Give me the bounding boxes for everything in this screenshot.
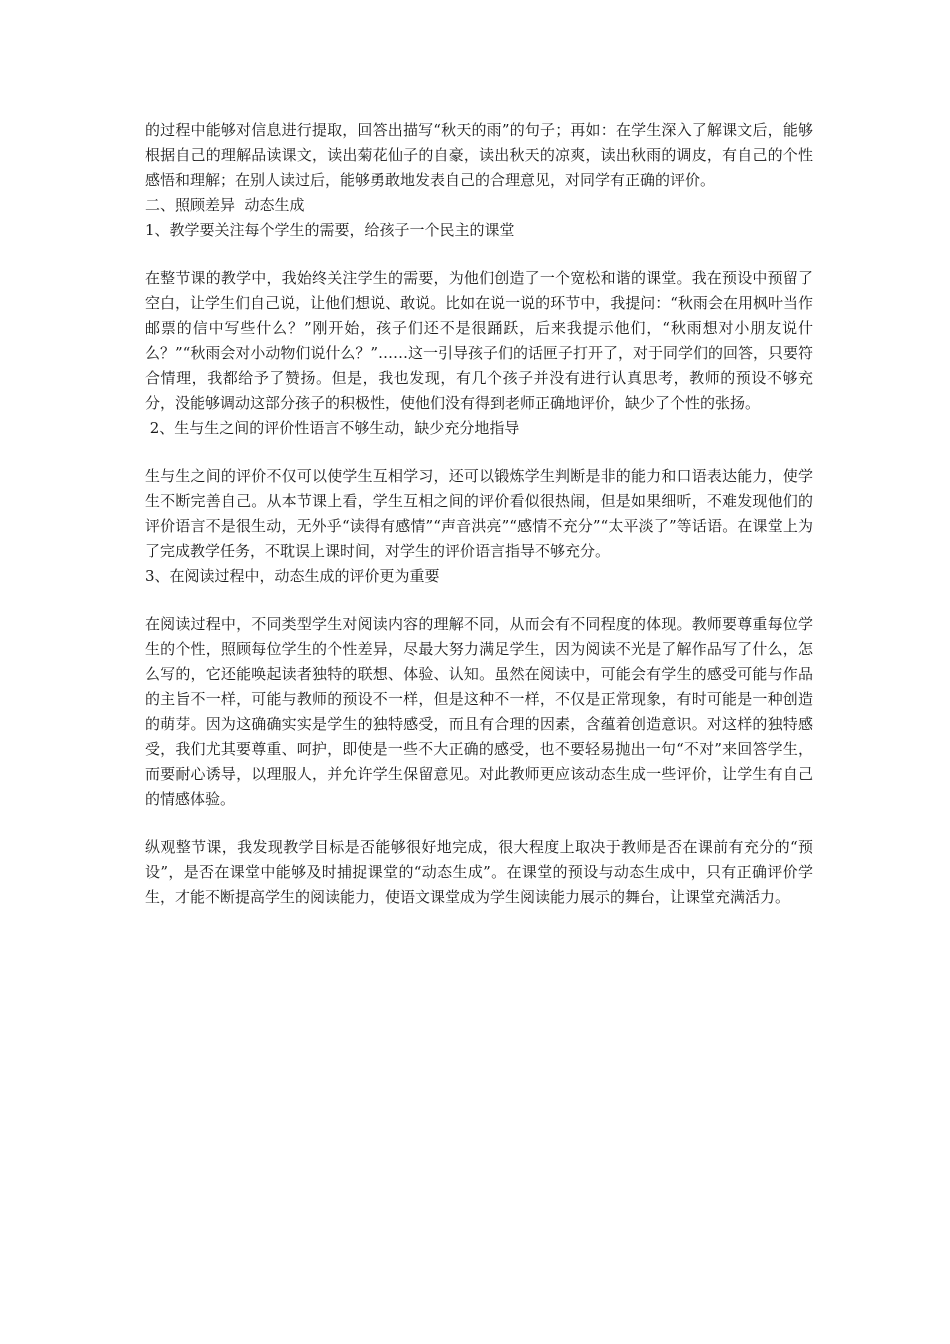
conclusion-paragraph: 纵观整节课，我发现教学目标是否能够很好地完成，很大程度上取决于教师是否在课前有充分的“预设”，是否在课堂中能够及时捕捉课堂的“动态生成”。在课堂的预设与动态生成中，只有正确评价学生，才能不断提高学生的阅读能力，使语文课堂成为学生阅读能力展示的舞台，让课堂充满活力。 <box>145 838 813 906</box>
section-2-heading: 二、照顾差异 动态生成 <box>145 196 305 214</box>
subsection-3-body: 在阅读过程中，不同类型学生对阅读内容的理解不同，从而会有不同程度的体现。教师要尊重每位学生的个性，照顾每位学生的个性差异，尽最大努力满足学生，因为阅读不光是了解作品写了什么，怎么写的，它还能唤起读者独特的联想、体验、认知。虽然在阅读中，可能会有学生的感受可能与作品的主旨不一样，可能与教师的预设不一样，但是这种不一样，不仅是正常现象，有时可能是一种创造的萌芽。因为这确确实实是学生的独特感受，而且有合理的因素，含蕴着创造意识。对这样的独特感受，我们尤其要尊重、呵护，即使是一些不大正确的感受，也不要轻易抛出一句“不对”来回答学生，而要耐心诱导，以理服人，并允许学生保留意见。对此教师更应该动态生成一些评价，让学生有自己的情感体验。 <box>145 615 813 808</box>
intro-paragraph: 的过程中能够对信息进行提取，回答出描写“秋天的雨”的句子；再如：在学生深入了解课文后，能够根据自己的理解品读课文，读出菊花仙子的自豪，读出秋天的凉爽，读出秋雨的调皮，有自己的个性感悟和理解；在别人读过后，能够勇敢地发表自己的合理意见，对同学有正确的评价。 <box>145 121 813 189</box>
subsection-1-heading: 1、教学要关注每个学生的需要，给孩子一个民主的课堂 <box>145 221 515 239</box>
subsection-2-body: 生与生之间的评价不仅可以使学生互相学习，还可以锻炼学生判断是非的能力和口语表达能力，使学生不断完善自己。从本节课上看，学生互相之间的评价看似很热闹，但是如果细听，不难发现他们的评价语言不是很生动，无外乎“读得有感情”“声音洪亮”“感情不充分”“太平淡了”等话语。在课堂上为了完成教学任务，不耽误上课时间，对学生的评价语言指导不够充分。 <box>145 467 813 560</box>
subsection-3-heading: 3、在阅读过程中，动态生成的评价更为重要 <box>145 567 440 585</box>
subsection-2-heading: 2、生与生之间的评价性语言不够生动，缺少充分地指导 <box>145 419 520 437</box>
document-page <box>145 118 813 910</box>
subsection-1-body: 在整节课的教学中，我始终关注学生的需要，为他们创造了一个宽松和谐的课堂。我在预设中预留了空白，让学生们自己说，让他们想说、敢说。比如在说一说的环节中，我提问：“秋雨会在用枫叶当作邮票的信中写些什么？”刚开始，孩子们还不是很踊跃，后来我提示他们，“秋雨想对小朋友说什么？”“秋雨会对小动物们说什么？”……这一引导孩子们的话匣子打开了，对于同学们的回答，只要符合情理，我都给予了赞扬。但是，我也发现，有几个孩子并没有进行认真思考，教师的预设不够充分，没能够调动这部分孩子的积极性，使他们没有得到老师正确地评价，缺少了个性的张扬。 <box>145 269 814 412</box>
